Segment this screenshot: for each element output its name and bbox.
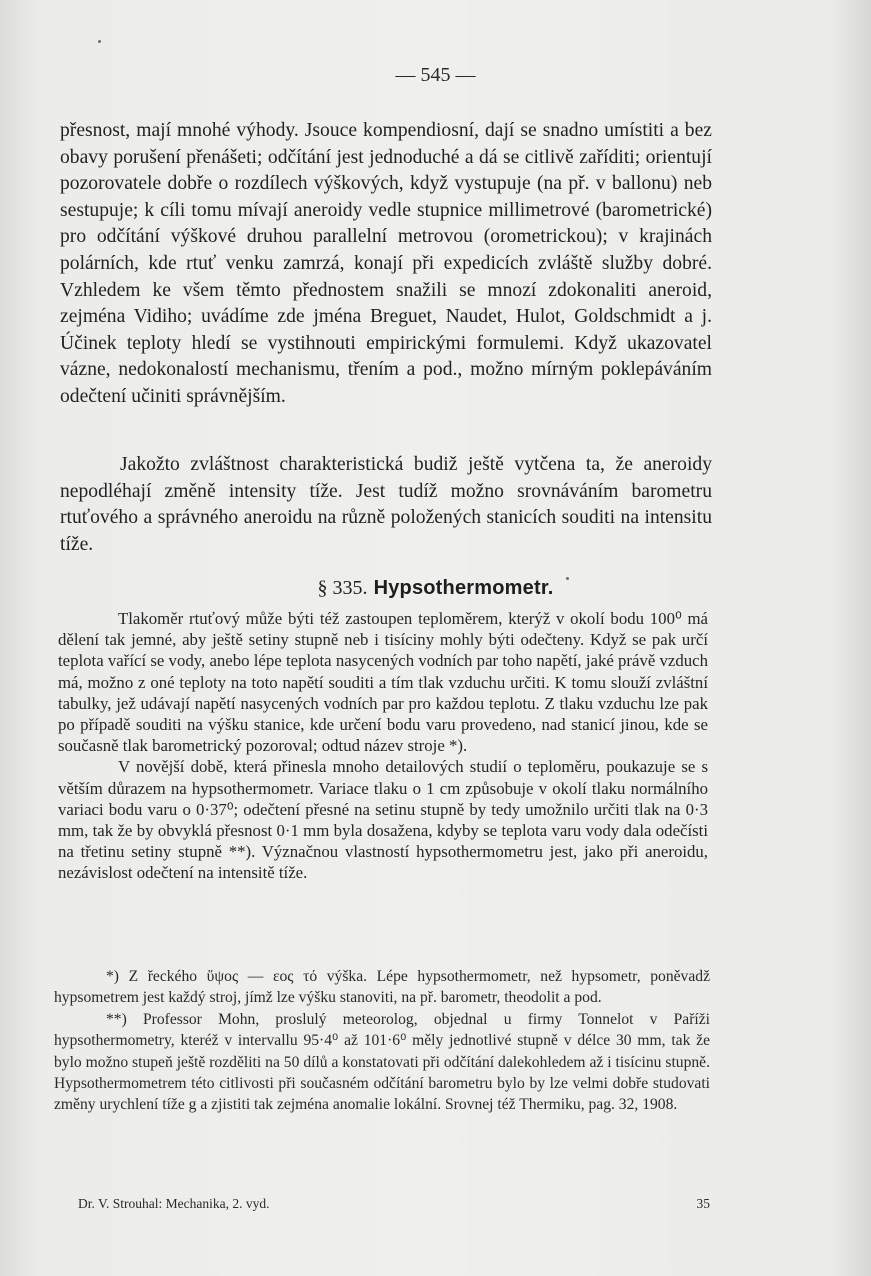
footnotes — [54, 966, 710, 1116]
paper-speck — [98, 40, 101, 43]
footer-signature: Dr. V. Strouhal: Mechanika, 2. vyd. — [78, 1196, 270, 1211]
section-heading — [0, 577, 871, 600]
footnote-2: **) Professor Mohn, proslulý meteorolog, objednal u firmy Tonnelot v Paříži hypsothermometry, kteréž v intervallu 95·4⁰ až 101·6⁰ měly jednotlivé stupně v délce 30 mm, tak že bylo možno stupeň ještě rozděliti na 50 dílů a konstatovati při odčítání dalekohledem až i tisícinu stupně. Hypsothermometrem této citlivosti při současném odčítání barometru bylo by lze velmi dobře studovati změny urychlení tíže g a zjistiti tak zejména anomalie lokální. Srovnej též Thermiku, pag. 32, 1908. — [54, 1010, 710, 1114]
section-number: § 335. — [317, 577, 368, 599]
paragraph-hypsothermometer-precision: V novější době, která přinesla mnoho detailových studií o teploměru, poukazuje se s větším důrazem na hypsothermometr. Variace tlaku o 1 cm způsobuje v okolí tlaku normálního variaci bodu varu o 0·37⁰; odečtení přesné na setinu stupně by tedy umožnilo určiti tlak na 0·3 mm, tak že by obvyklá přesnost 0·1 mm byla dosažena, kdyby se teplota varu vody dala odečísti na třetinu setiny stupně **). Význačnou vlastností hypsothermometru jest, jako při aneroidu, nezávislost odečtení na intensitě tíže. — [58, 757, 708, 883]
section-text-block — [58, 608, 708, 884]
paragraph-gravity-independence: Jakožto zvláštnost charakteristická budiž ještě vytčena ta, že aneroidy nepodléhají změně intensity tíže. Jest tudíž možno srovnáváním barometru rtuťového a správného aneroidu na různě položených stanicích souditi na intensitu tíže. — [60, 454, 712, 555]
section-title: Hypsothermometr. — [373, 577, 554, 599]
paragraph-thermometer-pressure: Tlakoměr rtuťový může býti též zastoupen teploměrem, kterýž v okolí bodu 100⁰ má dělení tak jemné, aby ještě setiny stupně neb i tisíciny mohly býti odečteny. Když se pak určí teplota vařící se vody, anebo lépe teplota nasycených vodních par toho napětí, jaké právě vzduch má, možno z oné teploty na toto napětí souditi a tím tlak vzduchu určiti. K tomu slouží zvláštní tabulky, jež udávají napětí nasycených vodních par pro každou teplotu. Z tlaku vzduchu lze pak po případě souditi na výšku stanice, kde určení bodu varu provedeno, nad stanicí jinou, kde se současně tlak barometrický pozoroval; odtud název stroje *). — [58, 609, 708, 756]
footer-sheet-number: 35 — [696, 1196, 710, 1211]
page-number: — 545 — — [395, 64, 476, 86]
main-text-block — [60, 118, 712, 411]
main-text-block-2 — [60, 452, 712, 558]
paragraph-aneroid-advantages: přesnost, mají mnohé výhody. Jsouce kompendiosní, dají se snadno umístiti a bez obavy porušení přenášeti; odčítání jest jednoduché a dá se citlivě zaříditi; orientují pozorovatele dobře o rozdílech výškových, když vystupuje (na př. v ballonu) neb sestupuje; k cíli tomu mívají aneroidy vedle stupnice millimetrové (barometrické) pro odčítání výškové druhou parallelní metrovou (orometrickou); v krajinách polárních, kde rtuť venku zamrzá, konají při expedicích zvláště služby dobré. Vzhledem ke všem těmto přednostem snažili se mnozí zdokonaliti aneroid, zejména Vidiho; uvádíme zde jména Breguet, Naudet, Hulot, Goldschmidt a j. Účinek teploty hledí se vystihnouti empirickými formulemi. Když ukazovatel vázne, nedokonalostí mechanismu, třením a pod., možno mírným poklepáváním odečtení učiniti správnějším. — [60, 120, 712, 407]
footnote-1: *) Z řeckého ὕψος — εος τό výška. Lépe hypsothermometr, než hypsometr, poněvadž hypsometrem jest každý stroj, jímž lze výšku stanoviti, na př. barometr, theodolit a pod. — [54, 968, 710, 1007]
